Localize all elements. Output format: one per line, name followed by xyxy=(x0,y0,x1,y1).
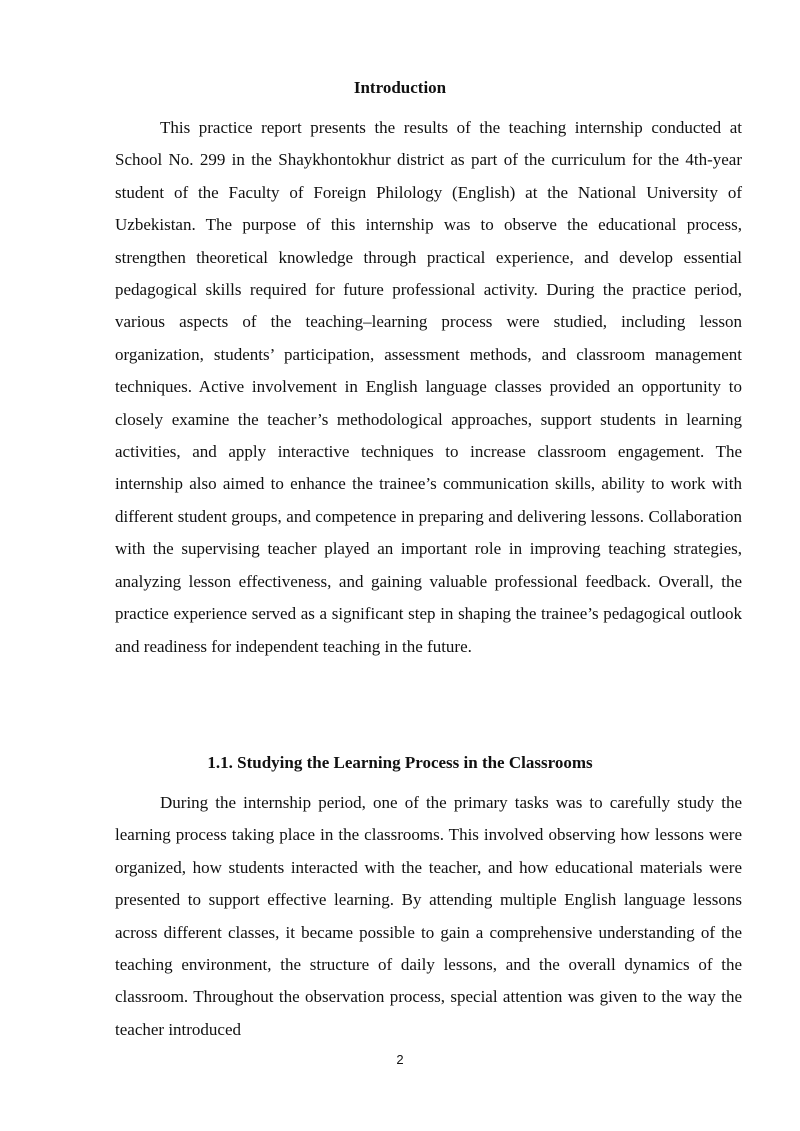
section-heading: 1.1. Studying the Learning Process in the Classrooms xyxy=(207,753,593,772)
introduction-heading: Introduction xyxy=(353,78,447,97)
section-paragraph: During the internship period, one of the primary tasks was to carefully study the learning process taking place in the classrooms. This involved observing how lessons were organized, how students interacted with the teacher, and how educational materials were presented to support effective learning. By attending multiple English language lessons across different classes, it became possible to gain a comprehensive understanding of the teaching environment, the structure of daily lessons, and the overall dynamics of the classroom. Throughout the observation process, special attention was given to the way the teacher introduced xyxy=(115,793,742,1039)
introduction-paragraph: This practice report presents the results of the teaching internship conducted at School No. 299 in the Shaykhontokhur district as part of the curriculum for the 4th-year student of the Faculty of Foreign Philology (English) at the National University of Uzbekistan. The purpose of this internship was to observe the educational process, strengthen theoretical knowledge through practical experience, and develop essential pedagogical skills required for future professional activity. During the practice period, various aspects of the teaching–learning process were studied, including lesson organization, students’ participation, assessment methods, and classroom management techniques. Active involvement in English language classes provided an opportunity to closely examine the teacher’s methodological approaches, support students in learning activities, and apply interactive techniques to increase classroom engagement. The internship also aimed to enhance the trainee’s communication skills, ability to work with different student groups, and competence in preparing and delivering lessons. Collaboration with the supervising teacher played an important role in improving teaching strategies, analyzing lesson effectiveness, and gaining valuable professional feedback. Overall, the practice experience served as a significant step in shaping the trainee’s pedagogical outlook and readiness for independent teaching in the future. xyxy=(115,118,742,656)
page-number: 2 xyxy=(396,1052,404,1067)
